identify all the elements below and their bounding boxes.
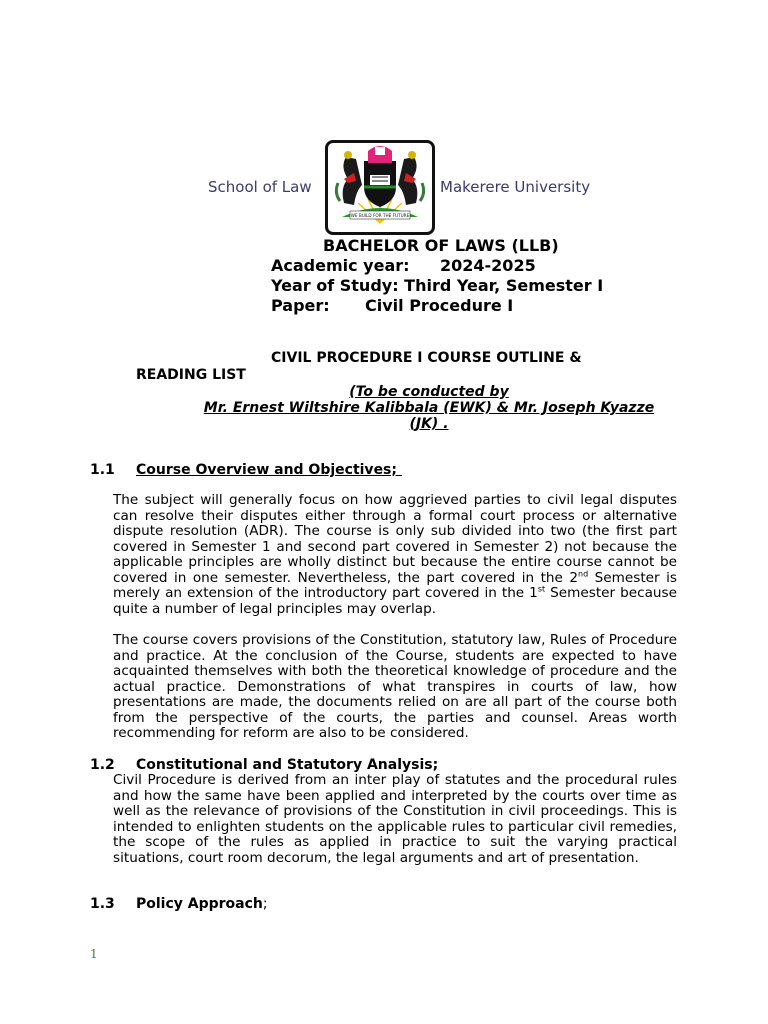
section-1-3-number: 1.3: [90, 896, 115, 912]
year-of-study: Year of Study: Third Year, Semester I: [271, 276, 604, 295]
section-1-3-title: Policy Approach: [136, 896, 263, 912]
school-of-law-label: School of Law: [208, 178, 312, 196]
paper-value: Civil Procedure I: [365, 296, 514, 315]
outline-title-line2: READING LIST: [136, 367, 246, 383]
section-1-1-title: Course Overview and Objectives;: [136, 462, 402, 478]
section-1-3-heading: [136, 896, 268, 912]
page-number: 1: [90, 947, 98, 961]
academic-year-label: Academic year:: [271, 256, 410, 275]
paragraph-1-part-a: The subject will generally focus on how aggrieved parties to civil legal disputes can resolve their disputes either through a formal court process or alternative dispute resolution (ADR). The course is only sub divided into two (the first part covered in Semester 1 and second part covered in Semester 2) not because the applicable principles are wholly distinct but because the entire course cannot be covered in one semester. Nevertheless, the part covered in the 2: [113, 492, 677, 586]
section-1-1-paragraph-1: [113, 493, 677, 617]
university-crest-logo: [325, 140, 435, 235]
paragraph-1-part-c: Semester because quite a number of legal principles may overlap.: [113, 585, 677, 617]
paper-label: Paper:: [271, 296, 330, 315]
section-1-2-paragraph: Civil Procedure is derived from an inter play of statutes and the procedural rules and how the same have been applied and interpreted by the courts over time as well as the relevance of provisions of the Constitution in civil proceedings. This is intended to enlighten students on the applicable rules to particular civil remedies, the scope of the rules as applied in practice to suit the varying practical situations, court room decorum, the legal arguments and art of presentation.: [113, 772, 677, 866]
section-1-1-number: 1.1: [90, 462, 115, 478]
conducted-by-line2: Mr. Ernest Wiltshire Kalibbala (EWK) & Mr. Joseph Kyazze: [203, 400, 655, 416]
section-1-1-paragraph-2: The course covers provisions of the Constitution, statutory law, Rules of Procedure and practice. At the conclusion of the Course, students are expected to have acquainted themselves with both the theoretical knowledge of procedure and the actual practice. Demonstrations of what transpires in courts of law, how presentations are made, the documents relied on are all part of the course both from the perspective of the courts, the parties and counsel. Areas worth recommending for reform are also to be considered.: [113, 632, 677, 741]
university-name-label: Makerere University: [440, 178, 591, 196]
section-1-2-title: Constitutional and Statutory Analysis;: [136, 757, 439, 773]
conducted-by-line1: (To be conducted by: [349, 384, 509, 400]
crest-motto: WE BUILD FOR THE FUTURE: [350, 213, 410, 218]
ordinal-superscript: nd: [578, 568, 589, 578]
academic-year-value: 2024-2025: [440, 256, 536, 275]
section-1-2-number: 1.2: [90, 757, 115, 773]
conducted-by-line3: (JK) .: [409, 416, 449, 432]
crest-emblem-icon: [328, 143, 432, 232]
degree-title: BACHELOR OF LAWS (LLB): [323, 236, 559, 255]
conducted-by-block: [196, 384, 662, 432]
section-1-3-suffix: ;: [262, 896, 268, 912]
outline-title-line1: CIVIL PROCEDURE I COURSE OUTLINE &: [271, 350, 582, 366]
ordinal-superscript: st: [537, 584, 546, 594]
paragraph-1-part-b: Semester is merely an extension of the introductory part covered in the 1: [113, 569, 677, 601]
